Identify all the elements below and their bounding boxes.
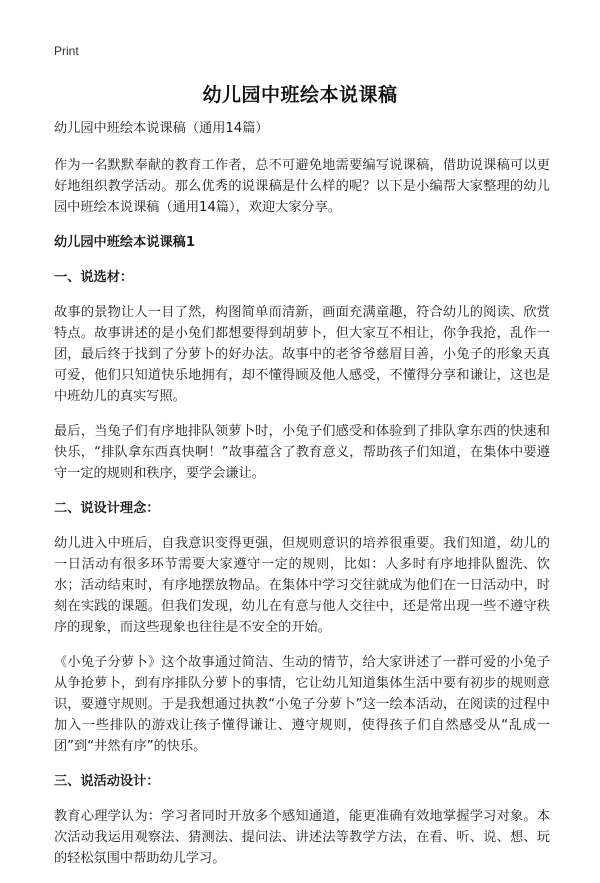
paragraph: 幼儿进入中班后，自我意识变得更强，但规则意识的培养很重要。我们知道，幼儿的一日活动有很多环节需要大家遵守一定的规则，比如：人多时有序地排队盥洗、饮水；活动结束时，有序地摆放物品。在集体中学习交往就成为他们在一日活动中，时刻在实践的课题。但我们发现，幼儿在有意与他人交往中，还是常出现一些不遵守秩序的现象，而这些现象也往往是不安全的开始。 <box>54 536 550 635</box>
part-heading-selection: 一、说选材： <box>54 270 134 285</box>
paragraph: 教育心理学认为：学习者同时开放多个感知通道，能更准确有效地掌握学习对象。本次活动我运用观察法、猜测法、提问法、讲述法等教学方法，在看、听、说、想、玩的轻松氛围中帮助幼儿学习。 <box>54 809 550 866</box>
print-link[interactable]: Print <box>54 44 79 58</box>
intro-paragraph: 作为一名默默奉献的教育工作者，总不可避免地需要编写说课稿，借助说课稿可以更好地组织教学活动。那么优秀的说课稿是什么样的呢？以下是小编帮大家整理的幼儿园中班绘本说课稿（通用14篇），欢迎大家分享。 <box>54 158 550 215</box>
article-body <box>54 118 550 883</box>
part-heading-design-concept: 二、说设计理念： <box>54 501 160 516</box>
paragraph: 《小兔子分萝卜》这个故事通过简洁、生动的情节，给大家讲述了一群可爱的小兔子从争抢萝卜，到有序排队分萝卜的事情，它让幼儿知道集体生活中要有初步的规则意识，要遵守规则。于是我想通过执教“小兔子分萝卜”这一绘本活动，在阅读的过程中加入一些排队的游戏让孩子懂得谦让、遵守规则，使得孩子们自然感受从“乱成一团”到“井然有序”的快乐。 <box>54 655 550 754</box>
page-title: 幼儿园中班绘本说课稿 <box>202 84 398 106</box>
paragraph: 最后，当兔子们有序地排队领萝卜时，小兔子们感受和体验到了排队拿东西的快速和快乐，“排队拿东西真快啊！”故事蕴含了教育意义，帮助孩子们知道，在集体中要遵守一定的规则和秩序，要学会谦让。 <box>54 424 550 481</box>
document-subtitle: 幼儿园中班绘本说课稿（通用14篇） <box>54 121 269 136</box>
section-title: 幼儿园中班绘本说课稿1 <box>54 235 196 250</box>
part-heading-activity-design: 三、说活动设计： <box>54 774 160 789</box>
paragraph: 故事的景物让人一目了然，构图简单而清新，画面充满童趣，符合幼儿的阅读、欣赏特点。故事讲述的是小兔们都想要得到胡萝卜，但大家互不相让，你争我抢，乱作一团，最后终于找到了分萝卜的好办法。故事中的老爷爷慈眉目善，小兔子的形象天真可爱，他们只知道快乐地拥有，却不懂得顾及他人感受，不懂得分享和谦让，这也是中班幼儿的真实写照。 <box>54 305 550 404</box>
